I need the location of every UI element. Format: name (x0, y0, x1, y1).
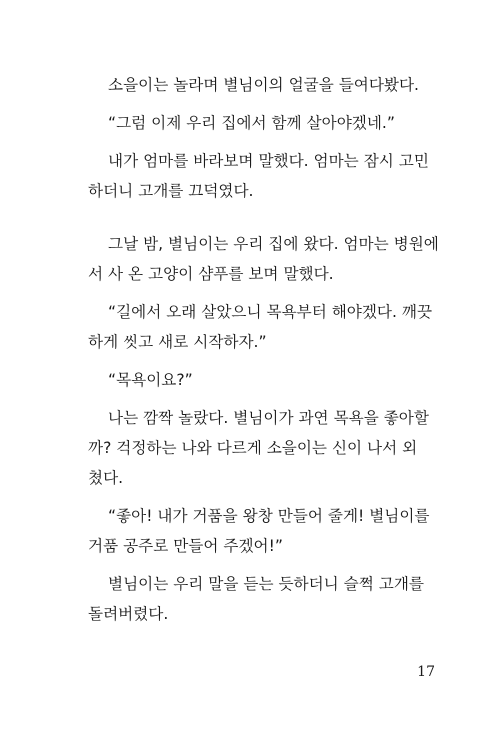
text-line: 서 사 온 고양이 샴푸를 보며 말했다. (88, 265, 334, 283)
paragraph (88, 403, 428, 493)
text-line: 돌려버렸다. (88, 605, 169, 623)
story-section-1 (88, 70, 428, 214)
page-number: 17 (417, 664, 435, 680)
text-line: 나는 깜짝 놀랐다. 별님이가 과연 목욕을 좋아할 (108, 409, 429, 427)
text-line: 그날 밤, 별님이는 우리 집에 왔다. 엄마는 병원에 (108, 235, 439, 253)
story-section-2 (88, 229, 439, 637)
text-line: 거품 공주로 만들어 주겠어!” (88, 537, 283, 555)
text-line: 소을이는 놀라며 별님이의 얼굴을 들여다봤다. (108, 76, 419, 94)
paragraph (88, 569, 428, 629)
paragraph (88, 108, 428, 138)
text-line: 내가 엄마를 바라보며 말했다. 엄마는 잠시 고민 (108, 152, 429, 170)
text-line: “목욕이요?” (108, 371, 193, 389)
paragraph (88, 229, 439, 289)
paragraph (88, 146, 428, 206)
paragraph (88, 297, 433, 357)
text-line: “길에서 오래 살았으니 목욕부터 해야겠다. 깨끗 (108, 303, 433, 321)
text-line: 하더니 고개를 끄덕였다. (88, 182, 254, 200)
text-line: “좋아! 내가 거품을 왕창 만들어 줄게! 별님이를 (108, 507, 430, 525)
text-line: 별님이는 우리 말을 듣는 듯하더니 슬쩍 고개를 (108, 575, 424, 593)
text-line: “그럼 이제 우리 집에서 함께 살아야겠네.” (108, 114, 395, 132)
text-line: 하게 씻고 새로 시작하자.” (88, 333, 267, 351)
paragraph (88, 501, 428, 561)
text-line: 쳤다. (88, 469, 124, 487)
text-line: 까? 걱정하는 나와 다르게 소을이는 신이 나서 외 (88, 439, 418, 457)
paragraph (88, 70, 428, 100)
paragraph (88, 365, 428, 395)
